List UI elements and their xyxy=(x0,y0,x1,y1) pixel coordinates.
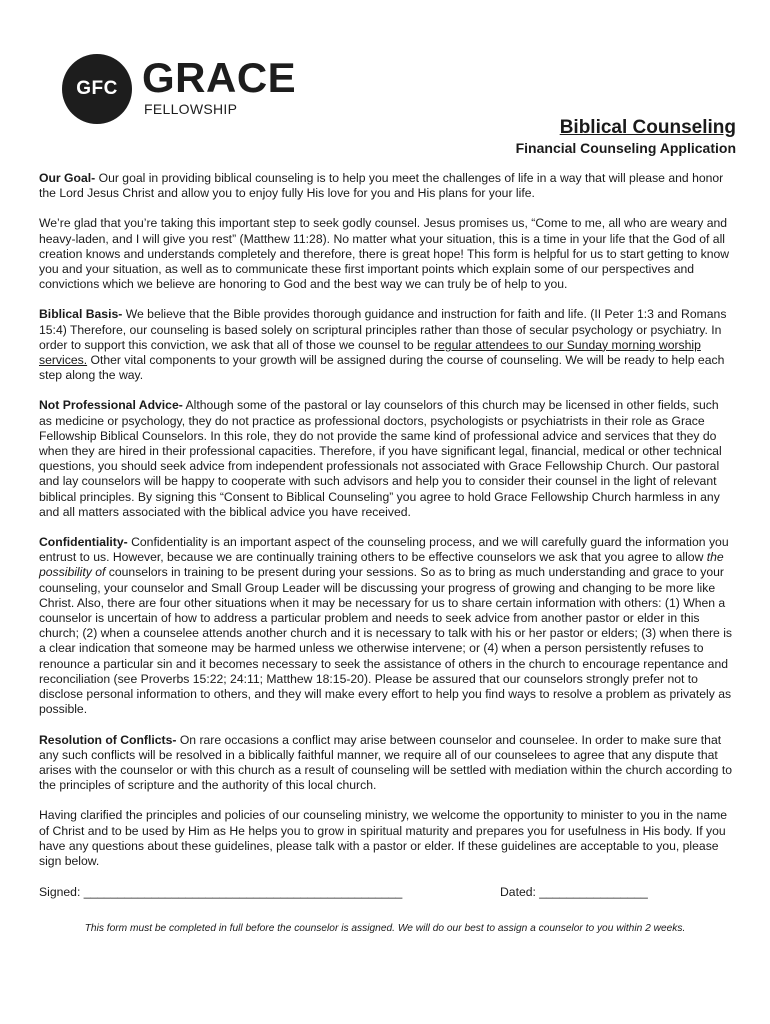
confidentiality-label: Confidentiality- xyxy=(39,535,128,550)
logo-mark: GFC xyxy=(76,78,118,99)
signed-field[interactable]: Signed: _______________________________________________ xyxy=(39,885,403,899)
not-professional-paragraph xyxy=(39,398,733,520)
page-subtitle: Financial Counseling Application xyxy=(515,140,736,156)
conflicts-label: Resolution of Conflicts- xyxy=(39,732,177,747)
conflicts-text: On rare occasions a conflict may arise between counselor and counselee. In order to make sure that any such conflicts will be resolved in a biblically faithful manner, we require all of our counselees to agree that any dispute that arises with the counselor or with this church as a result of counseling will be settled with mediation within the church according to the principles of scripture and the authority of this local church. xyxy=(39,732,733,793)
not-professional-label: Not Professional Advice- xyxy=(39,398,183,413)
goal-paragraph xyxy=(39,171,733,201)
form-body xyxy=(39,171,733,884)
footer-note: This form must be completed in full before the counselor is assigned. We will do our best to assign a counselor to you within 2 weeks. xyxy=(84,923,686,934)
not-professional-text: Although some of the pastoral or lay counselors of this church may be licensed in other fields, such as medicine or psychology, they do not practice as professional doctors, psychologists or psychiatrists in their role as Grace Fellowship Biblical Counselors. In this role, they do not provide the same kind of professional advice and services that they do when they are hired in their professional capacities. Therefore, if you have significant legal, financial, medical or other technical questions, you should seek advice from independent professionals not associated with Grace Fellowship Church. Our pastoral and lay counselors will be happy to cooperate with such advisors and help you to consider their counsel in the light of relevant biblical principles. By signing this “Consent to Biblical Counseling” you agree to hold Grace Fellowship Church harmless in any and all matters associated with the biblical advice you have received. xyxy=(39,398,722,519)
confidentiality-text-a: Confidentiality is an important aspect of the counseling process, and we will carefully guard the information you entrust to us. However, because we are continually training others to be effective counselors we ask that you agree to allow xyxy=(39,535,729,565)
page-title: Biblical Counseling xyxy=(559,117,736,138)
basis-paragraph xyxy=(39,307,733,383)
basis-label: Biblical Basis- xyxy=(39,307,123,322)
intro-paragraph xyxy=(39,216,733,292)
closing-paragraph xyxy=(39,808,733,869)
confidentiality-paragraph xyxy=(39,535,733,717)
logo-subtitle: FELLOWSHIP xyxy=(144,101,238,117)
basis-text-b: Other vital components to your growth will be assigned during the course of counseling. We will be ready to help each step along the way. xyxy=(39,353,725,383)
gfc-circle-logo-icon xyxy=(62,54,132,124)
basis-underlined: regular attendees to our Sunday morning worship services. xyxy=(39,337,701,368)
basis-text-a: We believe that the Bible provides thorough guidance and instruction for faith and life. (II Peter 1:3 and Romans 15:4) Therefore, our counseling is based solely on scriptural principles rather than those of secular psychology or psychiatry. In order to support this conviction, we ask that all of those we counsel to be xyxy=(39,307,727,352)
goal-label: Our Goal- xyxy=(39,171,96,185)
grace-fellowship-logo xyxy=(62,54,297,126)
confidentiality-italic: the possibility of xyxy=(39,550,724,580)
conflicts-paragraph xyxy=(39,733,733,794)
closing-text: Having clarified the principles and policies of our counseling ministry, we welcome the opportunity to minister to you in the name of Christ and to be used by Him as He helps you to grow in spiritual maturity and prepares you for usefulness in His body. If you have any questions about these guidelines, please talk with a pastor or elder. If these guidelines are acceptable to you, please sign below. xyxy=(39,808,728,868)
confidentiality-text-b: counselors in training to be present during your sessions. So as to bring as much understanding and grace to your counseling, your counselor and Small Group Leader will be discussing your progress of growing and changing to be more like Christ. Also, there are four other situations when it may be necessary for us to share certain information with others: (1) When a counselor is uncertain of how to address a particular problem and needs to seek advice from another pastor or elder in this church; (2) when a counselee attends another church and it is necessary to talk with his or her pastor or elders; (3) when there is a clear indication that someone may be harmed unless we otherwise intervene; or (4) when a person persistently refuses to renounce a particular sin and it becomes necessary to seek the assistance of others in the church to encourage repentance and reconciliation (see Proverbs 15:22; 24:11; Matthew 18:15-20). Please be assured that our counselors strongly prefer not to disclose personal information to others, and they will make every effort to help you find ways to resolve a problem as privately as possible. xyxy=(39,565,733,717)
dated-field[interactable]: Dated: ________________ xyxy=(500,885,648,899)
intro-text: We’re glad that you’re taking this important step to seek godly counsel. Jesus promises us, “Come to me, all who are weary and heavy-laden, and I will give you rest” (Matthew 11:28). No matter what your situation, this is a time in your life that the God of all creation knows and understands completely and therefore, there is great hope! This form is helpful for us to start getting to know you and your situation, as well as to communicate these first important points which explain some of our perspectives and convictions which we believe are honoring to God and the best way we can truly be of help to you. xyxy=(39,216,730,292)
goal-text: Our goal in providing biblical counseling is to help you meet the challenges of life in a way that will please and honor the Lord Jesus Christ and allow you to enjoy fully His love for you and His plans for your life. xyxy=(39,171,724,201)
logo-wordmark: GRACE xyxy=(142,54,297,101)
